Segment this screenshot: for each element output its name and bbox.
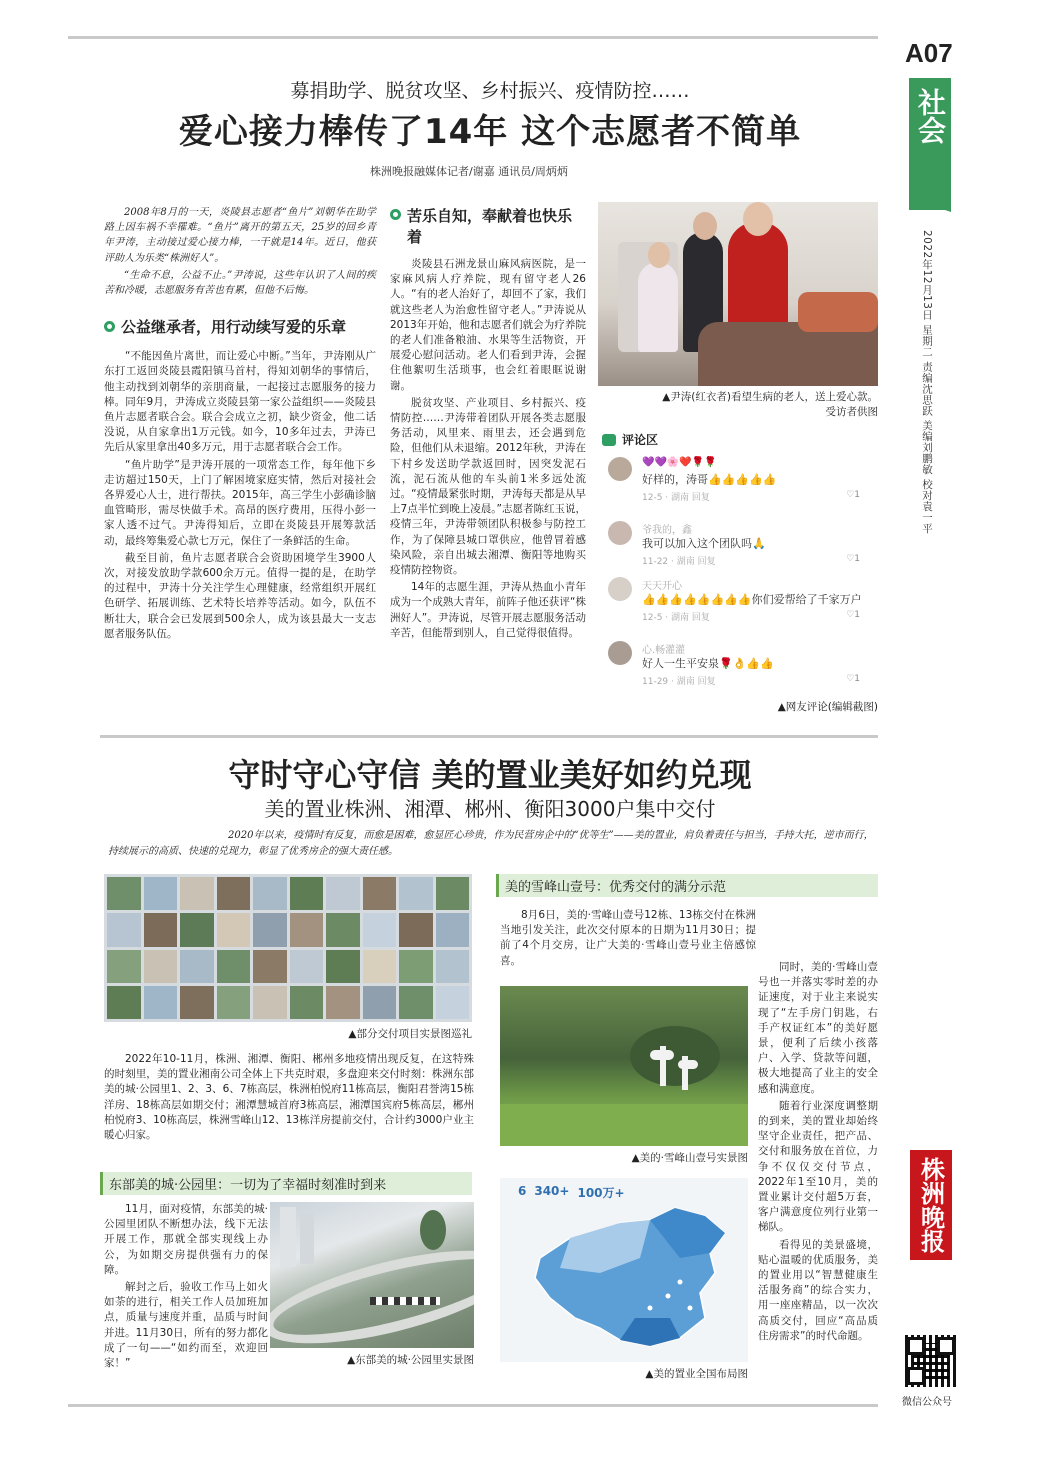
article1-kicker: 募捐助学、脱贫攻坚、乡村振兴、疫情防控……	[290, 80, 690, 102]
comment-meta: 11-29 · 湖南 回复	[642, 677, 716, 687]
comment-item	[608, 521, 868, 571]
date-line: 2022年12月13日 星期二 责编沈思跃 美编刘鹏敏 校对袁一平	[921, 230, 933, 534]
top-rule	[68, 36, 878, 39]
east-text-block	[104, 1202, 268, 1373]
comment-likes: ♡1	[846, 490, 860, 500]
body-paragraph: 随着行业深度调整期的到来，美的置业却始终坚守企业责任，把产品、交付和服务放在首位，力争不仅仅交付节点，2022年1至10月，美的置业累计交付超5万套，客户满意度位列行业第一梯队。	[758, 1099, 878, 1234]
chat-bubble-icon	[602, 434, 616, 446]
avatar	[608, 641, 632, 665]
china-map-icon	[500, 1178, 748, 1362]
map-stat: 100万+	[577, 1186, 625, 1200]
body-paragraph: 看得见的美景盛境，贴心温暖的优质服务，美的置业用以“智慧健康生活服务商”的综合实力，用一座座精品，以一次次高质交付，回应“高品质住房需求”的时代命题。	[758, 1238, 878, 1342]
comments-screenshot	[598, 425, 878, 697]
body-paragraph: 炎陵县石洲龙景山麻风病医院，是一家麻风病人疗养院，现有留守老人26人。“有的老人治好了，却回不了家，我们就这些老人为治愈性留守老人。”尹涛说从2013年开始，他和志愿者们就会为疗养院的老人们准备粮油、水果等生活物资，开展爱心慰问活动。老人们看到尹涛，会握住他絮叨生活琐事，也会红着眼眶说谢谢。	[390, 258, 586, 392]
section-heading-text: 公益继承者，用行动续写爱的乐章	[121, 318, 347, 337]
right-text-column	[758, 960, 878, 1346]
bullet-ring-icon	[104, 321, 115, 332]
photo-credit: 受访者供图	[825, 406, 878, 418]
body-paragraph: 解封之后，验收工作马上如火如荼的进行，相关工作人员加班加点，质量与速度并重，品质与时间并进。11月30日，所有的努力都化成了一句——“如约而至，欢迎回家！”	[104, 1281, 268, 1370]
tab-tip	[909, 198, 951, 212]
article-divider	[100, 735, 878, 738]
qr-label: 微信公众号	[902, 1397, 952, 1408]
article1-col2	[390, 205, 586, 643]
photo-caption: ▲尹涛(红衣者)看望生病的老人，送上爱心款。	[662, 391, 878, 403]
body-paragraph: 8月6日，美的·雪峰山壹号12栋、13栋交付在株洲当地引发关注，此次交付原本的日期为11月30日；提前了4个月交房，让广大美的·雪峰山壹号业主倍感惊喜。	[500, 909, 756, 967]
article1-byline: 株洲晚报融媒体记者/谢嘉 通讯员/周炳炳	[370, 165, 568, 178]
article1-col1	[104, 205, 376, 644]
comment-author: 心.畅灌灌	[642, 645, 686, 656]
map-caption: ▲美的置业全国布局图	[645, 1368, 748, 1380]
comments-caption: ▲网友评论(编辑截图)	[777, 701, 878, 713]
bottom-rule	[68, 1404, 878, 1407]
east-section-bar: 东部美的城·公园里：一切为了幸福时刻准时到来	[100, 1172, 472, 1195]
comment-author: 爷我的，鑫	[642, 525, 692, 536]
comment-text: 好样的，涛哥👍👍👍👍👍	[642, 473, 777, 486]
national-layout-map	[500, 1178, 748, 1362]
body-paragraph: “不能因鱼片离世，而让爱心中断。”当年，尹涛刚从广东打工返回炎陵县霞阳镇马首村，得知刘朝华的事情后，他主动找到刘朝华的亲朋商量，一起接过志愿服务的接力棒。同年9月，尹涛成立炎陵县第一家公益组织——炎陵县鱼片志愿者联合会。联合会成立之初，缺少资金，他二话没说，从自家拿出1万元钱。如今，10多年过去，尹涛已先后从家里拿出40多万元，用于志愿者联合会工作。	[104, 350, 376, 454]
article2-main-para-block	[104, 1052, 474, 1145]
body-paragraph: “鱼片助学”是尹涛开展的一项常态工作，每年他下乡走访超过150天，上门了解困境家庭实情，然后对接社会各界爱心人士，进行帮扶。2015年，高三学生小彭确诊脑血管畸形，需尽快做手术。高昂的医疗费用，压得小彭一家人透不过气。尹涛得知后，立即在炎陵县开展筹款活动，最终筹集爱心款七万元，保住了一条鲜活的生命。	[104, 458, 376, 547]
comment-text: 好人一生平安泉🌹👌👍👍	[642, 657, 774, 670]
photo-caption-block	[598, 389, 878, 419]
avatar	[608, 577, 632, 601]
body-paragraph: 11月，面对疫情，东部美的城·公园里团队不断想办法，线下无法开展工作，那就全部实现线上办公，为如期交房提供强有力的保障。	[104, 1203, 268, 1276]
snow-mountain-photo	[500, 986, 748, 1146]
volunteer-photo	[598, 202, 878, 386]
masthead-text: 株洲晚报	[916, 1157, 946, 1253]
article2-intro: 2020年以来，疫情时有反复，而愈是困难，愈显匠心珍贵，作为民营房企中的“优等生”——美的置业，肩负着责任与担当，手持大托，逆市而行，持续展示的高质、快速的兑现力，彰显了优秀房企的强大责任感。	[108, 830, 874, 857]
map-stat: 340+	[534, 1184, 570, 1198]
comment-meta: 11-22 · 湖南 回复	[642, 557, 716, 567]
comment-item	[608, 457, 868, 507]
comment-item	[608, 577, 868, 627]
body-paragraph: 2022年10-11月，株洲、湘潭、衡阳、郴州多地疫情出现反复，在这特殊的时刻里，美的置业湘南公司全体上下共克时艰，多盘迎来交付时刻：株洲东部美的城·公园里1、2、3、6、7栋高层，株洲柏悦府11栋高层，衡阳君誉湾15栋洋房、18栋高层如期交付；湘潭慧城首府3栋高层，湘潭国宾府5栋高层，郴州柏悦府3、10栋高层，株洲雪峰山12、13栋洋房提前交付，合计约3000户业主暖心归家。	[104, 1053, 474, 1142]
section-label: 社会	[914, 88, 947, 144]
comment-author: 天天开心	[642, 581, 682, 592]
section-heading-text: 苦乐自知，奉献着也快乐着	[407, 207, 573, 246]
avatar	[608, 521, 632, 545]
body-paragraph: 截至目前，鱼片志愿者联合会资助困境学生3900人次，对接发放助学款600余万元。值得一提的是，在助学的过程中，尹涛十分关注学生心理健康，经常组织开展红色研学、拓展训练、艺术特长培养等活动。如今，队伍不断壮大，联合会已发展到500余人，成为该县最大一支志愿者服务队伍。	[104, 551, 376, 640]
collage-caption: ▲部分交付项目实景图巡礼	[348, 1028, 472, 1040]
comment-meta: 12-5 · 湖南 回复	[642, 613, 710, 623]
bullet-ring-icon	[390, 209, 401, 220]
section-heading-1	[104, 316, 376, 337]
snow-section-bar: 美的雪峰山壹号：优秀交付的满分示范	[496, 874, 878, 897]
comments-title: 评论区	[622, 433, 659, 447]
comments-header	[602, 431, 658, 448]
body-paragraph: 同时，美的·雪峰山壹号也一并落实零时差的办证速度，对于业主来说实现了“左手房门钥匙，右手产权证红本”的美好愿景，便利了后续小孩落户、入学、贷款等问题，极大地提高了业主的安全感和满意度。	[758, 961, 878, 1095]
avatar	[608, 457, 632, 481]
snow-caption: ▲美的·雪峰山壹号实景图	[631, 1152, 748, 1164]
masthead-logo	[910, 1150, 952, 1260]
body-paragraph: 脱贫攻坚、产业项目、乡村振兴、疫情防控……尹涛带着团队开展各类志愿服务活动，风里来、雨里去，还会遇到危险，但他们从未退缩。2012年秋，尹涛在下村乡发送助学款返回时，因突发泥石流，泥石流从他的车头前1米多远处流过。“疫情最紧张时期，尹涛每天都是从早上7点半忙到晚上凌晨。”志愿者陈红玉说，疫情三年，尹涛带领团队积极参与防控工作，为了保障县城口罩供应，他曾冒着感染风险，亲自出城去湘潭、衡阳等地购买疫情防控物资。	[390, 396, 586, 577]
section-tab	[909, 78, 951, 210]
project-collage-photo	[104, 874, 472, 1022]
comment-item	[608, 641, 868, 691]
comment-author: 💜💜🌸❤️🌹🌹	[642, 457, 717, 468]
article1-headline: 爱心接力棒传了14年 这个志愿者不简单	[178, 112, 802, 152]
qr-code	[905, 1335, 957, 1387]
map-stat: 6	[518, 1184, 527, 1198]
section-heading-2	[390, 205, 586, 247]
article2-headline: 守时守心守信 美的置业美好如约兑现	[228, 756, 752, 794]
snow-text-block	[500, 908, 756, 971]
body-paragraph: 14年的志愿生涯，尹涛从热血小青年成为一个成熟大青年，前阵子他还获评“株洲好人”。尹涛说，尽管开展志愿服务活动辛苦，但能帮到别人，自己觉得很值得。	[390, 581, 586, 639]
comment-text: 👍👍👍👍👍👍👍👍你们爱帮给了千家万户	[642, 593, 862, 606]
lead-paragraph: 2008年8月的一天，炎陵县志愿者“鱼片”刘朝华在助学路上因车祸不幸罹难。“鱼片”离开的第五天，25岁的回乡青年尹涛，主动接过爱心接力棒，一干就是14年。近日，他获评助人为乐类“株洲好人”。	[104, 207, 376, 264]
comment-text: 我可以加入这个团队吗🙏	[642, 537, 766, 550]
east-city-photo	[270, 1202, 474, 1348]
page-number: A07	[905, 38, 953, 68]
lead-paragraph: “生命不息，公益不止。”尹涛说，这些年认识了人间的疾苦和冷暖，志愿服务有苦也有累，但他不后悔。	[104, 269, 376, 297]
comment-likes: ♡1	[846, 610, 860, 620]
comment-meta: 12-5 · 湖南 回复	[642, 493, 710, 503]
east-caption: ▲东部美的城·公园里实景图	[347, 1354, 474, 1366]
comment-likes: ♡1	[846, 554, 860, 564]
article2-subhead: 美的置业株洲、湘潭、郴州、衡阳3000户集中交付	[264, 797, 716, 821]
comment-likes: ♡1	[846, 674, 860, 684]
